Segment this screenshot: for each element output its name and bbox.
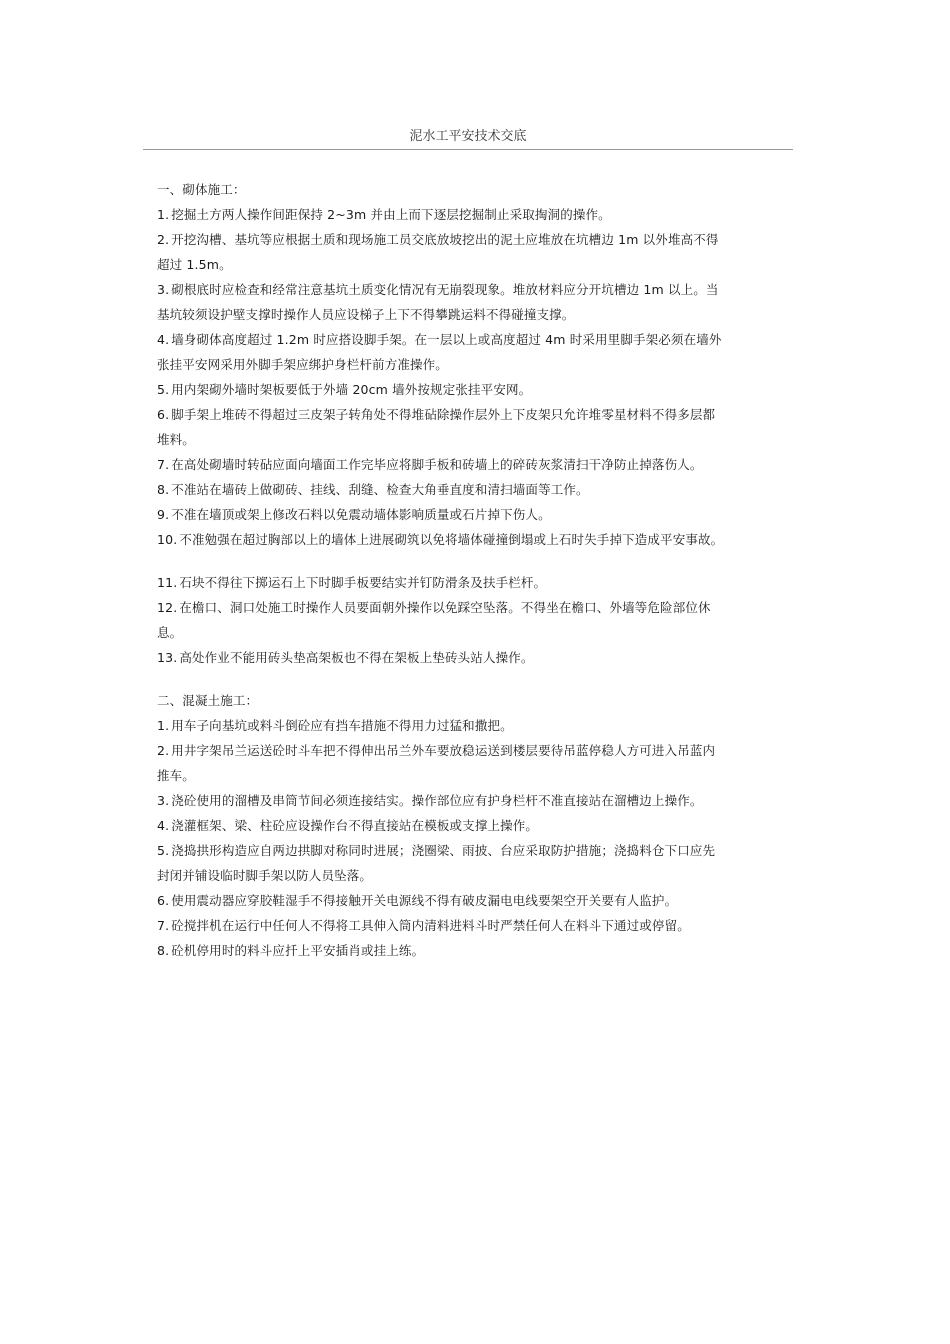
item-text: 用车子向基坑或料斗倒砼应有挡车措施不得用力过猛和撒把。 — [171, 718, 513, 733]
list-item-continuation — [157, 620, 793, 645]
item-text: 开挖沟槽、基坑等应根据土质和现场施工员交底放坡挖出的泥土应堆放在坑槽边 1m 以外堆高不得 — [171, 232, 719, 247]
list-item — [157, 452, 793, 477]
item-text: 用内架砌外墙时架板要低于外墙 20cm 墙外按规定张挂平安网。 — [171, 382, 532, 397]
item-number: 8. — [157, 943, 170, 958]
list-item — [157, 888, 793, 913]
list-item — [157, 227, 793, 252]
section-title: 二、混凝土施工： — [157, 693, 259, 708]
item-text: 张挂平安网采用外脚手架应绑护身栏杆前方准操作。 — [157, 357, 448, 372]
list-item-continuation — [157, 427, 793, 452]
item-text: 用井字架吊兰运送砼时斗车把不得伸出吊兰外车要放稳运送到楼层要待吊蓝停稳人方可进入吊蓝内 — [171, 743, 716, 758]
list-item — [157, 277, 793, 302]
list-item — [157, 838, 793, 863]
item-number: 5. — [157, 382, 170, 397]
section-title: 一、砌体施工： — [157, 182, 246, 197]
list-item — [157, 527, 793, 552]
item-number: 5. — [157, 843, 170, 858]
item-text: 墙身砌体高度超过 1.2m 时应搭设脚手架。在一层以上或高度超过 4m 时采用里脚手架必须在墙外 — [171, 332, 722, 347]
item-text: 息。 — [157, 625, 183, 640]
item-text: 推车。 — [157, 768, 195, 783]
item-text: 砼机停用时的料斗应扦上平安插肖或挂上练。 — [171, 943, 425, 958]
list-item — [157, 595, 793, 620]
item-text: 石块不得往下掷运石上下时脚手板要结实并钉防滑条及扶手栏杆。 — [179, 575, 547, 590]
list-item-continuation — [157, 252, 793, 277]
item-text: 高处作业不能用砖头垫高架板也不得在架板上垫砖头站人操作。 — [179, 650, 534, 665]
item-number: 4. — [157, 332, 170, 347]
item-text: 浇砼使用的溜槽及串筒节间必须连接结实。操作部位应有护身栏杆不准直接站在溜槽边上操作。 — [171, 793, 703, 808]
item-number: 8. — [157, 482, 170, 497]
list-item — [157, 913, 793, 938]
item-text: 浇捣拱形构造应自两边拱脚对称同时进展；浇圈梁、雨披、台应采取防护措施；浇捣料仓下口应先 — [171, 843, 716, 858]
item-text: 使用震动器应穿胶鞋湿手不得接触开关电源线不得有破皮漏电电线要架空开关要有人监护。 — [171, 893, 678, 908]
item-number: 3. — [157, 282, 170, 297]
item-number: 1. — [157, 718, 170, 733]
item-text: 堆料。 — [157, 432, 195, 447]
item-number: 2. — [157, 232, 170, 247]
header-divider — [143, 149, 793, 150]
item-number: 13. — [157, 650, 178, 665]
item-number: 4. — [157, 818, 170, 833]
item-text: 不准站在墙砖上做砌砖、挂线、刮缝、检查大角垂直度和清扫墙面等工作。 — [171, 482, 589, 497]
list-item — [157, 788, 793, 813]
document-body — [157, 177, 793, 963]
list-item — [157, 570, 793, 595]
item-number: 3. — [157, 793, 170, 808]
item-number: 6. — [157, 893, 170, 908]
paragraph-gap — [157, 552, 793, 570]
item-text: 挖掘土方两人操作间距保持 2~3m 并由上而下逐层挖掘制止采取掏洞的操作。 — [171, 207, 611, 222]
paragraph-gap — [157, 670, 793, 688]
item-text: 在檐口、洞口处施工时操作人员要面朝外操作以免踩空坠落。不得坐在檐口、外墙等危险部位休 — [179, 600, 711, 615]
list-item — [157, 202, 793, 227]
list-item — [157, 402, 793, 427]
list-item — [157, 813, 793, 838]
list-item — [157, 477, 793, 502]
item-text: 基坑较须设护壁支撑时操作人员应设梯子上下不得攀跳运料不得碰撞支撑。 — [157, 307, 575, 322]
item-number: 9. — [157, 507, 170, 522]
list-item-continuation — [157, 763, 793, 788]
list-item — [157, 645, 793, 670]
item-number: 7. — [157, 918, 170, 933]
item-text: 浇灌框架、梁、柱砼应设操作台不得直接站在模板或支撑上操作。 — [171, 818, 539, 833]
item-text: 砼搅拌机在运行中任何人不得将工具伸入筒内清料进料斗时严禁任何人在料斗下通过或停留。 — [171, 918, 690, 933]
item-text: 不准在墙顶或架上修改石料以免震动墙体影响质量或石片掉下伤人。 — [171, 507, 551, 522]
list-item-continuation — [157, 352, 793, 377]
item-number: 10. — [157, 532, 178, 547]
list-item-continuation — [157, 302, 793, 327]
list-item-continuation — [157, 863, 793, 888]
item-text: 砌根底时应检查和经常注意基坑土质变化情况有无崩裂现象。堆放材料应分开坑槽边 1m 以上。当 — [171, 282, 719, 297]
item-number: 12. — [157, 600, 178, 615]
list-item — [157, 502, 793, 527]
item-number: 11. — [157, 575, 178, 590]
item-text: 在高处砌墙时转砧应面向墙面工作完毕应将脚手板和砖墙上的碎砖灰浆清扫干净防止掉落伤人。 — [171, 457, 703, 472]
page-title: 泥水工平安技术交底 — [409, 129, 527, 144]
item-number: 7. — [157, 457, 170, 472]
item-number: 2. — [157, 743, 170, 758]
item-number: 1. — [157, 207, 170, 222]
item-text: 超过 1.5m。 — [157, 257, 232, 272]
list-item — [157, 938, 793, 963]
item-text: 脚手架上堆砖不得超过三皮架子转角处不得堆砧除操作层外上下皮架只允许堆零星材料不得多层都 — [171, 407, 716, 422]
item-text: 不准勉强在超过胸部以上的墙体上进展砌筑以免将墙体碰撞倒塌或上石时失手掉下造成平安事故。 — [179, 532, 724, 547]
list-item — [157, 738, 793, 763]
item-number: 6. — [157, 407, 170, 422]
list-item — [157, 377, 793, 402]
list-item — [157, 327, 793, 352]
list-item — [157, 713, 793, 738]
item-text: 封闭并铺设临时脚手架以防人员坠落。 — [157, 868, 373, 883]
